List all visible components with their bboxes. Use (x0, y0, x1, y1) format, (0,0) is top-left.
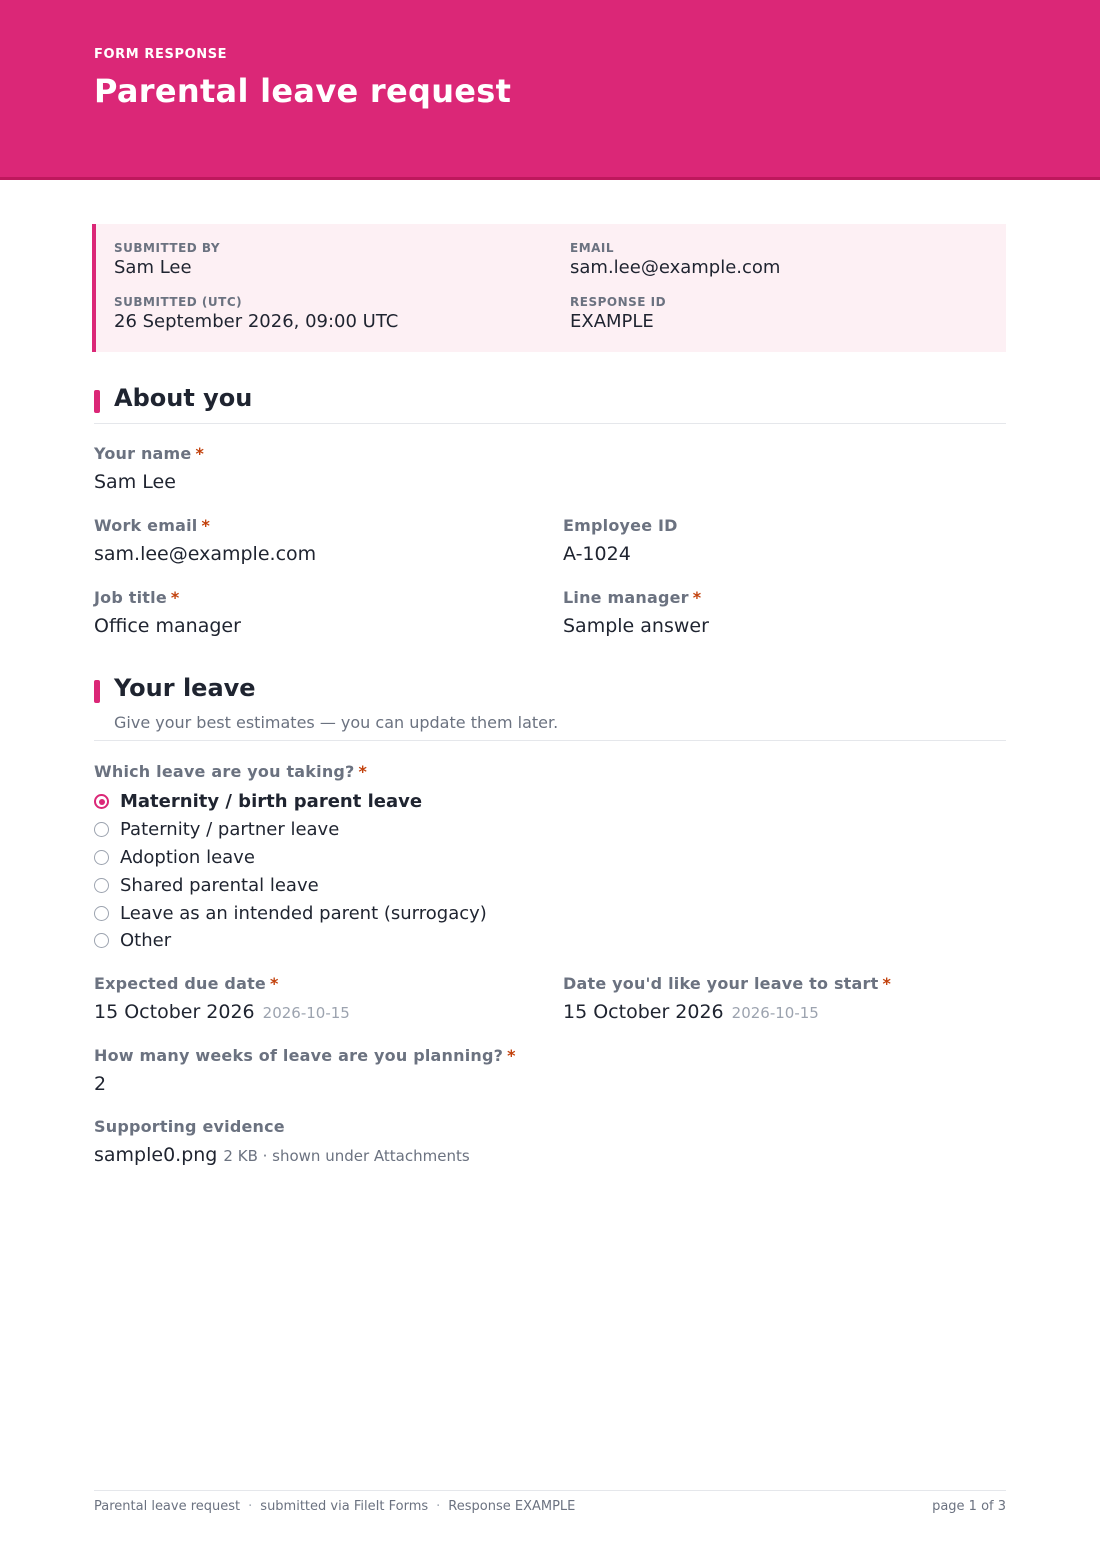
section-title: Your leave (114, 674, 256, 702)
required-marker: * (882, 974, 892, 993)
meta-label: RESPONSE ID (570, 295, 667, 309)
field-leave-type (94, 762, 367, 781)
iso-date: 2026-10-15 (262, 1004, 350, 1022)
field-value: 15 October 2026 2026-10-15 (563, 1001, 819, 1023)
field-line-manager (563, 588, 709, 637)
section-subtitle: Give your best estimates — you can update them later. (114, 713, 559, 732)
field-value: Office manager (94, 615, 241, 637)
radio-unselected-icon (94, 822, 109, 837)
field-weeks-of-leave (94, 1046, 516, 1095)
meta-value: Sam Lee (114, 257, 192, 278)
field-label: Your name * (94, 444, 205, 463)
radio-option[interactable]: Other (94, 927, 487, 955)
meta-email (570, 241, 780, 278)
field-expected-due-date (94, 974, 350, 1023)
radio-option[interactable]: Paternity / partner leave (94, 816, 487, 844)
leave-type-radio-group (94, 788, 487, 955)
field-label: Which leave are you taking? * (94, 762, 368, 781)
required-marker: * (170, 588, 180, 607)
section-title: About you (114, 384, 253, 412)
meta-submitted-utc (114, 295, 398, 332)
field-label: Supporting evidence (94, 1117, 285, 1136)
field-label: How many weeks of leave are you planning? * (94, 1046, 516, 1065)
field-label: Date you'd like your leave to start * (563, 974, 892, 993)
section-accent-bar (94, 680, 100, 703)
required-marker: * (201, 516, 211, 535)
footer-submitted-via: submitted via FileIt Forms (260, 1499, 429, 1514)
field-value: 15 October 2026 2026-10-15 (94, 1001, 350, 1023)
meta-label: EMAIL (570, 241, 615, 255)
radio-option[interactable]: Leave as an intended parent (surrogacy) (94, 899, 487, 927)
meta-submitted-by (114, 241, 220, 278)
field-leave-start-date (563, 974, 891, 1023)
footer-left: Parental leave request · submitted via FileIt Forms · Response EXAMPLE (94, 1499, 576, 1514)
form-title: Parental leave request (94, 72, 512, 110)
attachment-note: 2 KB · shown under Attachments (223, 1147, 470, 1165)
footer-form-name: Parental leave request (94, 1499, 241, 1514)
field-label: Line manager * (563, 588, 702, 607)
attachment-filename[interactable]: sample0.png (94, 1144, 218, 1166)
field-work-email (94, 516, 316, 565)
meta-response-id (570, 295, 666, 332)
radio-option[interactable]: Adoption leave (94, 844, 487, 872)
radio-unselected-icon (94, 933, 109, 948)
form-header (0, 0, 1100, 180)
radio-option[interactable]: Maternity / birth parent leave (94, 788, 487, 816)
meta-value: 26 September 2026, 09:00 UTC (114, 311, 399, 332)
radio-unselected-icon (94, 850, 109, 865)
required-marker: * (269, 974, 279, 993)
radio-selected-icon (94, 794, 109, 809)
required-marker: * (358, 762, 368, 781)
iso-date: 2026-10-15 (731, 1004, 819, 1022)
meta-value: sam.lee@example.com (570, 257, 781, 278)
footer-response: Response EXAMPLE (448, 1499, 576, 1514)
field-value (94, 1144, 470, 1166)
field-label: Expected due date * (94, 974, 279, 993)
radio-unselected-icon (94, 878, 109, 893)
radio-unselected-icon (94, 906, 109, 921)
footer-page-number: page 1 of 3 (932, 1499, 1006, 1514)
radio-option[interactable]: Shared parental leave (94, 871, 487, 899)
meta-label: SUBMITTED (UTC) (114, 295, 243, 309)
required-marker: * (692, 588, 702, 607)
field-your-name (94, 444, 204, 493)
field-supporting-evidence (94, 1117, 470, 1166)
meta-value: EXAMPLE (570, 311, 654, 332)
form-kicker: FORM RESPONSE (94, 47, 228, 62)
field-label: Job title * (94, 588, 180, 607)
section-accent-bar (94, 390, 100, 413)
page-footer (94, 1490, 1006, 1521)
field-label: Employee ID (563, 516, 678, 535)
required-marker: * (507, 1046, 516, 1065)
field-value: sam.lee@example.com (94, 543, 317, 565)
field-label: Work email * (94, 516, 211, 535)
field-value: 2 (94, 1073, 107, 1095)
meta-label: SUBMITTED BY (114, 241, 221, 255)
field-employee-id (563, 516, 678, 565)
field-value: Sam Lee (94, 471, 176, 493)
field-job-title (94, 588, 241, 637)
section-your-leave (94, 674, 1006, 741)
submission-meta-panel (92, 224, 1006, 352)
field-value: A-1024 (563, 543, 631, 565)
section-about-you (94, 384, 1006, 424)
required-marker: * (195, 444, 205, 463)
field-value: Sample answer (563, 615, 709, 637)
